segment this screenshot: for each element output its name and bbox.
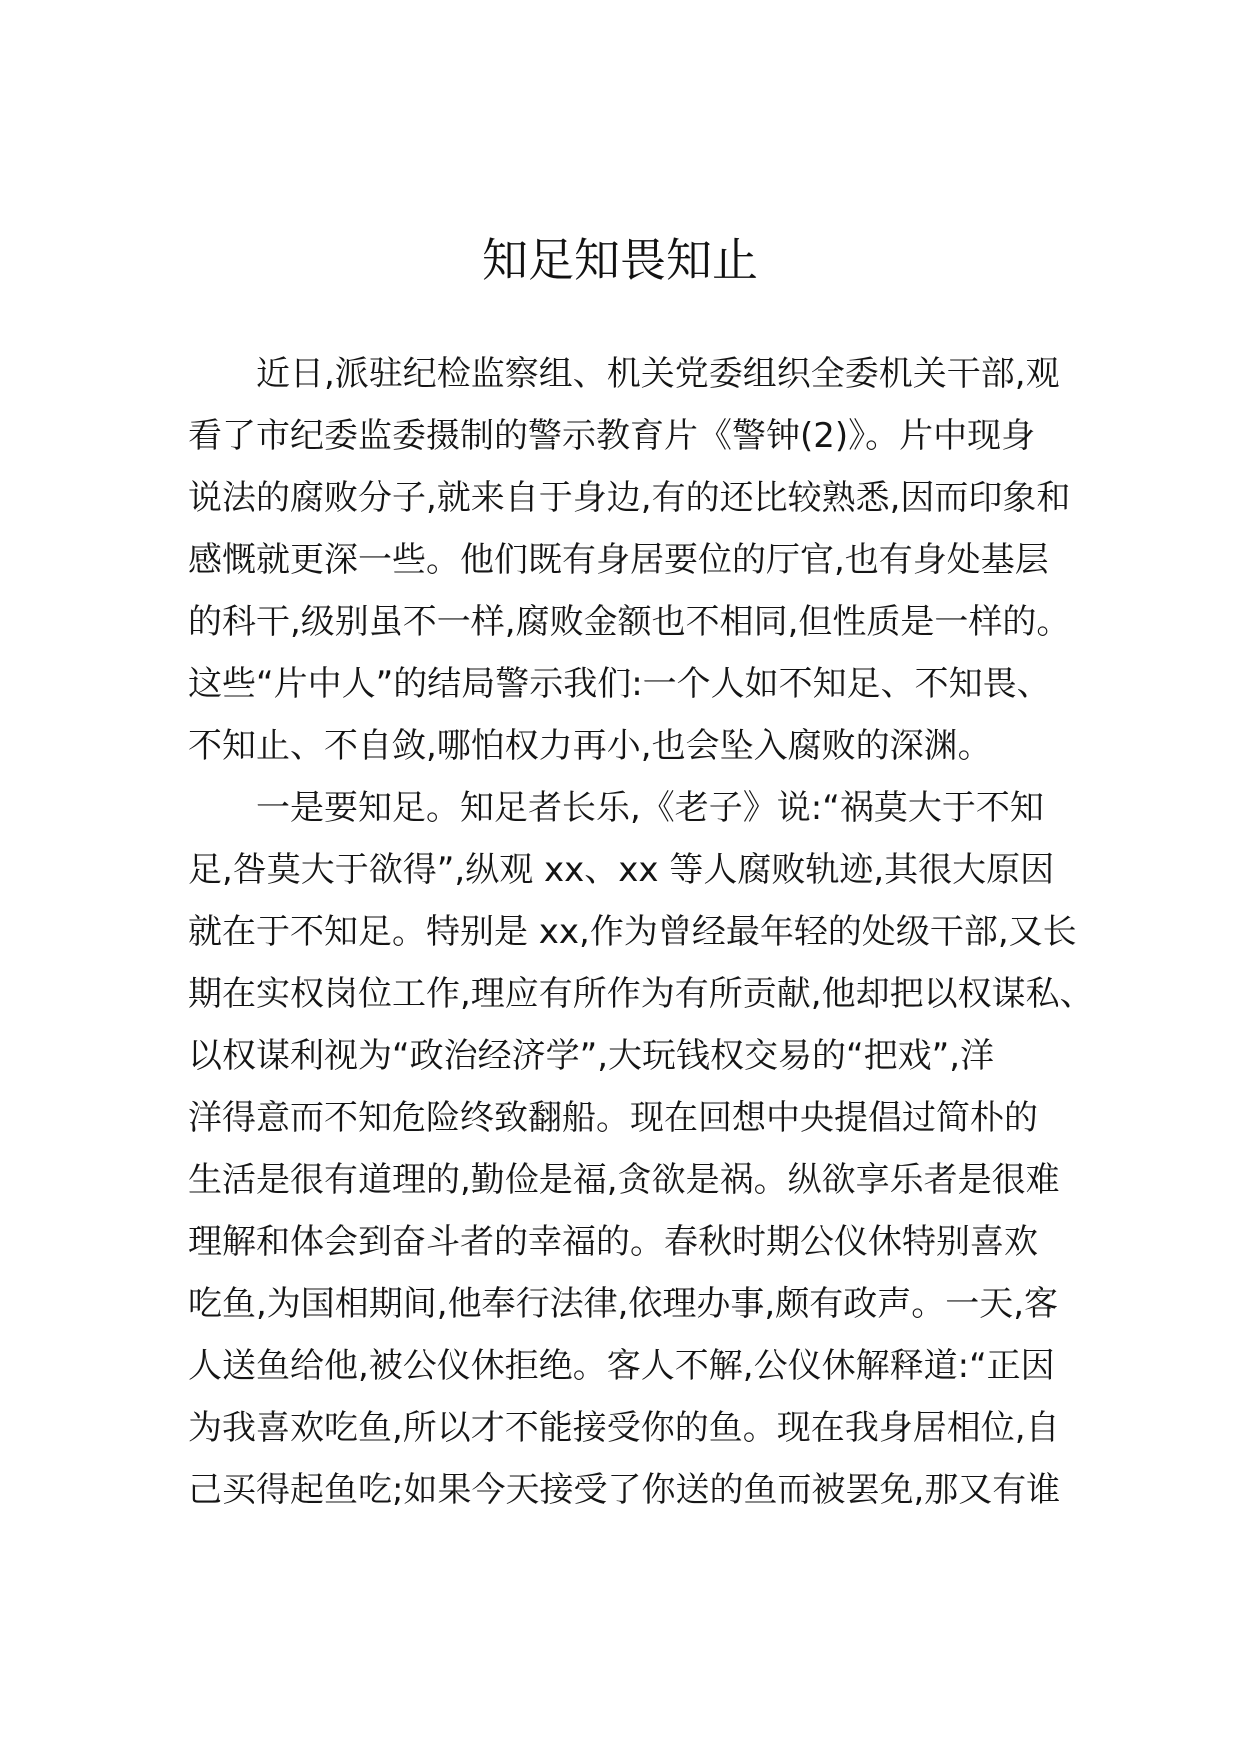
text-line: 足,咎莫大于欲得”,纵观 xx、xx 等人腐败轨迹,其很大原因 <box>188 850 1055 890</box>
text-line: 感慨就更深一些。他们既有身居要位的厅官,也有身处基层 <box>188 540 1049 580</box>
text-line: 理解和体会到奋斗者的幸福的。春秋时期公仪休特别喜欢 <box>188 1222 1038 1262</box>
text-line: 就在于不知足。特别是 xx,作为曾经最年轻的处级干部,又长 <box>188 912 1077 952</box>
text-line: 不知止、不自敛,哪怕权力再小,也会坠入腐败的深渊。 <box>188 726 992 766</box>
text-line: 的科干,级别虽不一样,腐败金额也不相同,但性质是一样的。 <box>188 602 1071 642</box>
text-line: 生活是很有道理的,勤俭是福,贪欲是祸。纵欲享乐者是很难 <box>188 1160 1060 1200</box>
text-line: 人送鱼给他,被公仪休拒绝。客人不解,公仪休解释道:“正因 <box>188 1346 1055 1386</box>
text-line: 看了市纪委监委摄制的警示教育片《警钟(2)》。片中现身 <box>188 416 1036 456</box>
text-line: 说法的腐败分子,就来自于身边,有的还比较熟悉,因而印象和 <box>188 478 1071 518</box>
text-line: 这些“片中人”的结局警示我们:一个人如不知足、不知畏、 <box>188 664 1051 704</box>
text-line: 期在实权岗位工作,理应有所作为有所贡献,他却把以权谋私、 <box>188 974 1094 1014</box>
text-line: 近日,派驻纪检监察组、机关党委组织全委机关干部,观 <box>256 354 1060 394</box>
document-title: 知足知畏知止 <box>482 233 758 287</box>
text-line: 己买得起鱼吃;如果今天接受了你送的鱼而被罢免,那又有谁 <box>188 1470 1061 1510</box>
text-line: 为我喜欢吃鱼,所以才不能接受你的鱼。现在我身居相位,自 <box>188 1408 1060 1448</box>
text-line: 以权谋利视为“政治经济学”,大玩钱权交易的“把戏”,洋 <box>188 1036 995 1076</box>
text-line: 一是要知足。知足者长乐,《老子》说:“祸莫大于不知 <box>256 788 1044 828</box>
text-line: 洋得意而不知危险终致翻船。现在回想中央提倡过简朴的 <box>188 1098 1038 1138</box>
text-line: 吃鱼,为国相期间,他奉行法律,依理办事,颇有政声。一天,客 <box>188 1284 1059 1324</box>
